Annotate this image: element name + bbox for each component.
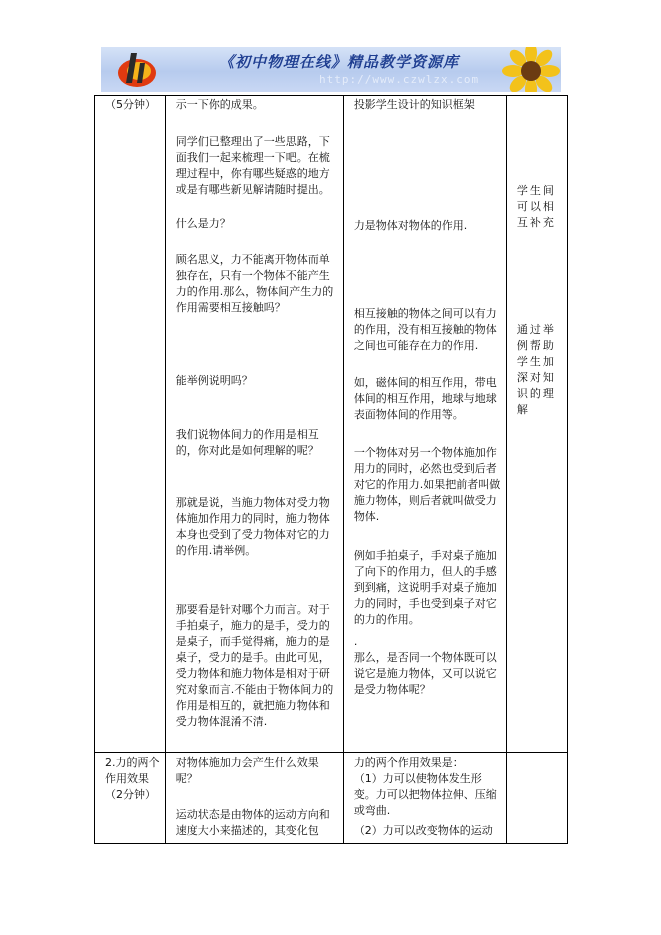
student-text: 力的两个作用效果是： — [353, 756, 464, 769]
student-text: 如，磁体间的相互作用，带电体间的相互作用，地球与地球表面物体间的作用等。 — [353, 376, 497, 421]
student-text: 力是物体对物体的作用. — [353, 219, 468, 232]
student-text: 相互接触的物体之间可以有力的作用，没有相互接触的物体之间也可能存在力的作用. — [353, 307, 497, 352]
note-text: 通过举例帮助学生加深对知识的理解 — [516, 323, 556, 416]
student-text: 一个物体对另一个物体施加作用力的同时，必然也受到后者对它的作用力.如果把前者叫做施力物体，则后者就叫做受力物体. — [353, 446, 501, 523]
teacher-cell — [165, 96, 343, 753]
teacher-text: 什么是力？ — [175, 217, 231, 230]
stage-cell — [95, 96, 166, 753]
student-text: 那么，是否同一个物体既可以说它是施力物体，又可以说它是受力物体呢？ — [353, 651, 497, 696]
teacher-text: 同学们已整理出了一些思路，下面我们一起来梳理一下吧。在梳理过程中，你有哪些疑惑的地方或是有哪些新见解请随时提出。 — [175, 135, 330, 196]
student-cell — [343, 753, 506, 844]
header-banner — [101, 47, 561, 92]
table-row — [95, 753, 568, 844]
table-row — [95, 96, 568, 753]
teacher-text: 那要看是针对哪个力而言。对于手拍桌子，施力的是手，受力的是桌子，而手觉得痛，施力的是桌子，受力的是手。由此可见，受力物体和施力物体是相对于研究对象而言.不能由于物体间力的作用是相互的，就把施力物体和受力物体混淆不清. — [175, 603, 334, 728]
stage-cell — [95, 753, 166, 844]
notes-cell — [506, 96, 567, 753]
note-text: 学生间可以相互补充 — [516, 184, 556, 229]
student-text: . — [353, 635, 358, 648]
teacher-text: 能举例说明吗？ — [175, 374, 253, 387]
teacher-text: 我们说物体间力的作用是相互的，你对此是如何理解的呢？ — [175, 428, 319, 457]
sunflower-icon — [501, 47, 561, 92]
logo-icon — [115, 49, 159, 90]
banner-title: 《初中物理在线》精品教学资源库 — [219, 53, 460, 71]
teacher-cell — [165, 753, 343, 844]
teacher-text: 示一下你的成果。 — [175, 98, 264, 111]
stage-text: 2.力的两个作用效果（2分钟） — [105, 756, 160, 801]
stage-text: （5分钟） — [105, 98, 156, 111]
teacher-text: 那就是说，当施力物体对受力物体施加作用力的同时，施力物体本身也受到了受力物体对它的力的作用.请举例。 — [175, 496, 330, 557]
teacher-text: 顾名思义，力不能离开物体而单独存在，只有一个物体不能产生力的作用.那么，物体间产生力的作用需要相互接触吗？ — [175, 253, 334, 314]
student-cell — [343, 96, 506, 753]
banner-url: http://www.czwlzx.com — [319, 73, 480, 86]
student-text: 投影学生设计的知识框架 — [353, 98, 475, 111]
student-text: （1）力可以使物体发生形变。力可以把物体拉伸、压缩或弯曲. — [353, 772, 497, 817]
teacher-text: 对物体施加力会产生什么效果呢？ — [175, 756, 319, 785]
student-text: 例如手拍桌子，手对桌子施加了向下的作用力，但人的手感到到痛，这说明手对桌子施加力的同时，手也受到桌子对它的力的作用。 — [353, 549, 497, 626]
teacher-text: 运动状态是由物体的运动方向和速度大小来描述的，其变化包 — [175, 808, 330, 837]
student-text: （2）力可以改变物体的运动 — [353, 824, 493, 837]
lesson-table — [94, 95, 568, 844]
notes-cell — [506, 753, 567, 844]
